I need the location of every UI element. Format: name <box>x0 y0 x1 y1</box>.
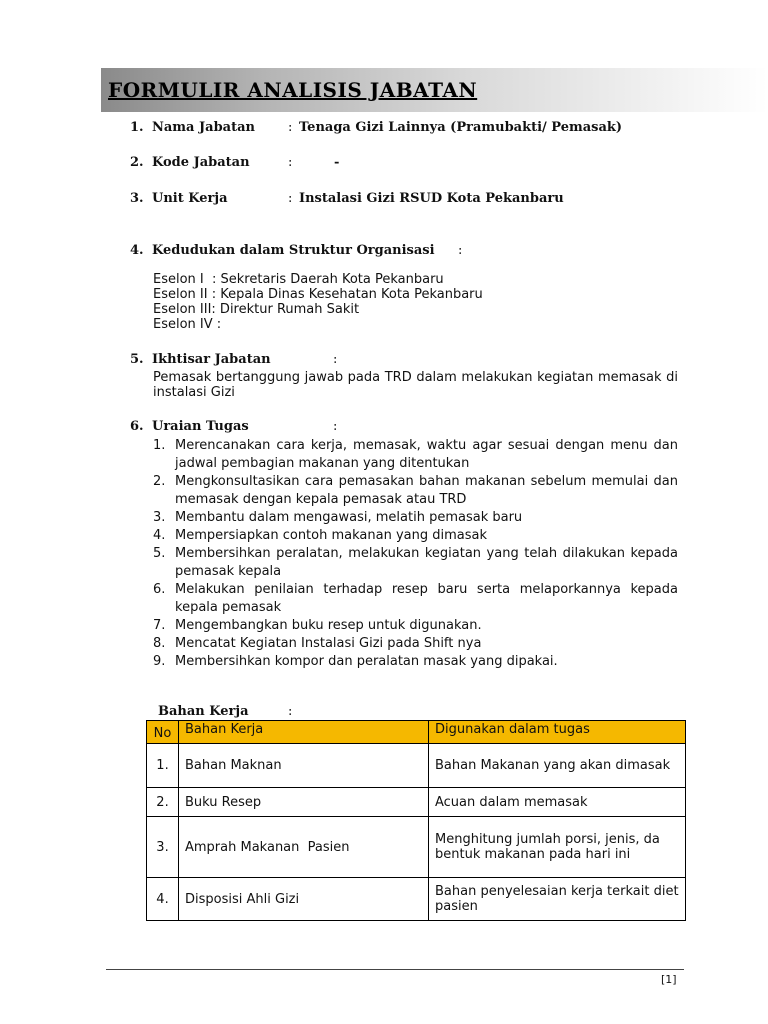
bahan-kerja-table <box>146 720 686 921</box>
field-number: 3. <box>130 191 144 206</box>
table-header-row <box>147 721 686 744</box>
task-number: 4. <box>153 528 166 543</box>
task-text: Membersihkan peralatan, melakukan kegiatan yang telah dilakukan kepada pemasak kepala <box>175 546 678 579</box>
field-number: 1. <box>130 120 144 135</box>
eselon-line: Eselon III: Direktur Rumah Sakit <box>153 302 360 317</box>
table-cell-no: 3. <box>147 817 179 878</box>
list-item <box>153 581 678 617</box>
table-cell-bahan: Buku Resep <box>179 788 429 817</box>
list-item <box>153 437 678 473</box>
table-header-no: No <box>147 721 179 744</box>
table-cell-bahan: Disposisi Ahli Gizi <box>179 878 429 921</box>
list-item <box>153 617 678 635</box>
task-number: 5. <box>153 546 166 561</box>
list-item <box>153 509 678 527</box>
task-text: Mengembangkan buku resep untuk digunakan. <box>175 618 482 633</box>
bahan-kerja-label: Bahan Kerja <box>158 704 249 719</box>
eselon-line: Eselon IV : <box>153 317 222 332</box>
field-colon: : <box>288 191 293 206</box>
field-label-unit-kerja: Unit Kerja <box>152 191 228 206</box>
list-item <box>153 653 678 671</box>
field-number: 2. <box>130 155 144 170</box>
field-colon: : <box>288 155 293 170</box>
task-text: Membersihkan kompor dan peralatan masak yang dipakai. <box>175 654 558 669</box>
section-label-kedudukan: Kedudukan dalam Struktur Organisasi <box>152 243 435 258</box>
section-number: 4. <box>130 243 144 258</box>
table-cell-no: 2. <box>147 788 179 817</box>
eselon-line: Eselon I : Sekretaris Daerah Kota Pekanbaru <box>153 272 444 287</box>
task-list <box>153 437 678 671</box>
task-text: Merencanakan cara kerja, memasak, waktu agar sesuai dengan menu dan jadwal pembagian makanan yang ditentukan <box>175 438 678 471</box>
table-cell-bahan: Amprah Makanan Pasien <box>179 817 429 878</box>
table-cell-bahan: Bahan Maknan <box>179 744 429 788</box>
task-text: Mencatat Kegiatan Instalasi Gizi pada Shift nya <box>175 636 482 651</box>
list-item <box>153 635 678 653</box>
task-number: 9. <box>153 654 166 669</box>
section-number: 6. <box>130 419 144 434</box>
section-label-uraian-tugas: Uraian Tugas <box>152 419 249 434</box>
task-number: 7. <box>153 618 166 633</box>
bahan-kerja-colon: : <box>288 704 293 719</box>
task-text: Mengkonsultasikan cara pemasakan bahan makanan sebelum memulai dan memasak dengan kepala pemasak atau TRD <box>175 474 678 507</box>
field-value-kode-jabatan: - <box>334 155 340 170</box>
table-cell-no: 4. <box>147 878 179 921</box>
field-value-nama-jabatan: Tenaga Gizi Lainnya (Pramubakti/ Pemasak) <box>299 120 623 135</box>
page-title: FORMULIR ANALISIS JABATAN <box>108 78 478 102</box>
section-label-ikhtisar: Ikhtisar Jabatan <box>152 352 271 367</box>
section-colon: : <box>458 243 463 258</box>
ikhtisar-text: Pemasak bertanggung jawab pada TRD dalam melakukan kegiatan memasak di instalasi Gizi <box>153 370 678 400</box>
footer-divider <box>106 969 684 970</box>
table-cell-no: 1. <box>147 744 179 788</box>
field-label-nama-jabatan: Nama Jabatan <box>152 120 255 135</box>
task-number: 3. <box>153 510 166 525</box>
eselon-line: Eselon II : Kepala Dinas Kesehatan Kota Pekanbaru <box>153 287 483 302</box>
field-label-kode-jabatan: Kode Jabatan <box>152 155 250 170</box>
task-number: 6. <box>153 582 166 597</box>
task-text: Membantu dalam mengawasi, melatih pemasak baru <box>175 510 523 525</box>
list-item <box>153 473 678 509</box>
table-row <box>147 744 686 788</box>
task-text: Melakukan penilaian terhadap resep baru serta melaporkannya kepada kepala pemasak <box>175 582 678 615</box>
list-item <box>153 527 678 545</box>
table-cell-guna: Bahan Makanan yang akan dimasak <box>429 744 686 788</box>
table-cell-guna: Acuan dalam memasak <box>429 788 686 817</box>
section-colon: : <box>333 419 338 434</box>
table-cell-guna: Bahan penyelesaian kerja terkait diet pasien <box>429 878 686 921</box>
table-cell-guna: Menghitung jumlah porsi, jenis, da bentuk makanan pada hari ini <box>429 817 686 878</box>
table-header-guna: Digunakan dalam tugas <box>429 721 686 744</box>
table-header-bahan: Bahan Kerja <box>179 721 429 744</box>
task-number: 8. <box>153 636 166 651</box>
section-colon: : <box>333 352 338 367</box>
list-item <box>153 545 678 581</box>
task-number: 1. <box>153 438 166 453</box>
page-number: [1] <box>661 973 677 986</box>
table-row <box>147 878 686 921</box>
field-colon: : <box>288 120 293 135</box>
task-text: Mempersiapkan contoh makanan yang dimasak <box>175 528 487 543</box>
task-number: 2. <box>153 474 166 489</box>
table-row <box>147 788 686 817</box>
section-number: 5. <box>130 352 144 367</box>
field-value-unit-kerja: Instalasi Gizi RSUD Kota Pekanbaru <box>299 191 564 206</box>
table-row <box>147 817 686 878</box>
eselon-list <box>153 272 483 332</box>
